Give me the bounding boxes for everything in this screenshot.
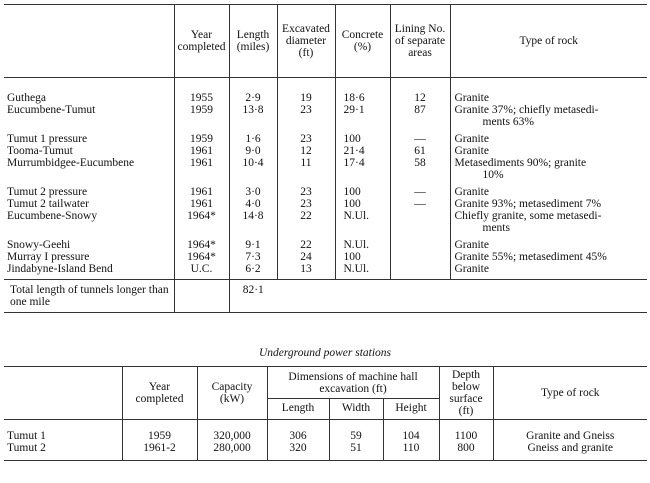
tunnel-length: 7·3 xyxy=(229,251,277,263)
header-lining: Lining No. of separate areas xyxy=(390,5,450,78)
tunnel-year: 1964* xyxy=(174,239,229,251)
tunnel-rock xyxy=(450,239,647,251)
table-row xyxy=(4,251,647,263)
station-year: 1961-2 xyxy=(122,442,197,454)
tunnels-header-row xyxy=(4,5,647,78)
rock-line: Granite xyxy=(454,133,489,145)
tunnel-rock xyxy=(450,104,647,128)
station-year: 1959 xyxy=(122,430,197,442)
tunnel-concrete: N.Ul. xyxy=(335,210,390,234)
st-header-dimensions: Dimensions of machine hall excavation (ft) xyxy=(267,367,439,399)
tunnel-year: 1964* xyxy=(174,251,229,263)
station-capacity: 320,000 xyxy=(197,430,267,442)
tunnel-concrete: N.Ul. xyxy=(335,239,390,251)
table-row xyxy=(4,263,647,275)
tunnel-length: 13·8 xyxy=(229,104,277,128)
tunnel-lining: — xyxy=(390,186,450,198)
tunnel-year: U.C. xyxy=(174,263,229,275)
tunnel-lining xyxy=(390,251,450,263)
tunnel-concrete: 18·6 xyxy=(335,92,390,104)
rock-line: Granite xyxy=(454,263,489,275)
tunnel-name: Jindabyne-Island Bend xyxy=(7,263,113,275)
tunnel-length: 2·9 xyxy=(229,92,277,104)
tunnel-diameter: 22 xyxy=(277,210,335,234)
tunnel-length: 6·2 xyxy=(229,263,277,275)
tunnel-rock xyxy=(450,186,647,198)
rock-line: Granite xyxy=(454,92,489,104)
tunnel-year: 1959 xyxy=(174,133,229,145)
station-width: 51 xyxy=(329,442,383,454)
rock-line: Granite xyxy=(454,186,489,198)
table-row xyxy=(4,442,647,454)
st-header-capacity: Capacity (kW) xyxy=(197,367,267,420)
tunnel-rock xyxy=(450,210,647,234)
station-name: Tumut 2 xyxy=(7,442,46,454)
tunnel-diameter: 19 xyxy=(277,92,335,104)
tunnel-name: Guthega xyxy=(7,92,46,104)
station-length: 320 xyxy=(267,442,329,454)
tunnel-name: Snowy-Geehi xyxy=(7,239,71,251)
st-header-depth: Depth below surface (ft) xyxy=(439,367,493,420)
tunnel-rock xyxy=(450,198,647,210)
header-concrete: Concrete (%) xyxy=(335,5,390,78)
tunnel-diameter: 23 xyxy=(277,186,335,198)
tunnel-concrete: 29·1 xyxy=(335,104,390,128)
tunnel-concrete: 100 xyxy=(335,186,390,198)
rock-line: Granite 37%; chiefly metasedi- xyxy=(454,104,599,116)
tunnel-diameter: 23 xyxy=(277,133,335,145)
header-rock: Type of rock xyxy=(450,5,647,78)
stations-table xyxy=(4,366,647,461)
st-header-length: Length xyxy=(267,399,329,420)
tunnel-length: 9·0 xyxy=(229,145,277,157)
tunnel-year: 1961 xyxy=(174,198,229,210)
station-height: 110 xyxy=(383,442,439,454)
stations-caption: Underground power stations xyxy=(258,347,392,359)
table-row xyxy=(4,430,647,442)
table-row xyxy=(4,92,647,104)
table-row xyxy=(4,157,647,181)
tunnel-concrete: 21·4 xyxy=(335,145,390,157)
st-header-name xyxy=(4,367,122,420)
tunnel-lining: 12 xyxy=(390,92,450,104)
tunnel-year: 1964* xyxy=(174,210,229,234)
tunnel-rock xyxy=(450,133,647,145)
tunnel-diameter: 11 xyxy=(277,157,335,181)
table-row xyxy=(4,145,647,157)
table-row xyxy=(4,210,647,234)
rock-line: ments xyxy=(482,222,510,234)
station-length: 306 xyxy=(267,430,329,442)
rock-line: Chiefly granite, some metasedi- xyxy=(454,210,602,222)
st-header-height: Height xyxy=(383,399,439,420)
tunnel-length: 9·1 xyxy=(229,239,277,251)
tunnel-rock xyxy=(450,145,647,157)
tunnel-year: 1961 xyxy=(174,157,229,181)
st-header-width: Width xyxy=(329,399,383,420)
rock-line: Granite 55%; metasediment 45% xyxy=(454,251,607,263)
tunnel-diameter: 23 xyxy=(277,198,335,210)
station-depth: 1100 xyxy=(439,430,493,442)
tunnel-year: 1961 xyxy=(174,145,229,157)
tunnel-lining: 58 xyxy=(390,157,450,181)
tunnel-rock xyxy=(450,251,647,263)
total-label: Total length of tunnels longer than one mile xyxy=(4,280,174,313)
tunnel-lining xyxy=(390,239,450,251)
tunnel-length: 3·0 xyxy=(229,186,277,198)
tunnel-name: Tooma-Tumut xyxy=(7,145,73,157)
station-depth: 800 xyxy=(439,442,493,454)
tunnel-concrete: 100 xyxy=(335,198,390,210)
rock-line: Granite xyxy=(454,239,489,251)
tunnel-lining xyxy=(390,263,450,275)
tunnel-diameter: 12 xyxy=(277,145,335,157)
st-header-rock: Type of rock xyxy=(493,367,647,420)
station-rock: Granite and Gneiss xyxy=(493,430,647,442)
tunnel-length: 14·8 xyxy=(229,210,277,234)
total-value: 82·1 xyxy=(229,280,277,313)
station-height: 104 xyxy=(383,430,439,442)
tunnel-rock xyxy=(450,157,647,181)
tunnel-lining: — xyxy=(390,133,450,145)
st-header-year: Year completed xyxy=(122,367,197,420)
station-name: Tumut 1 xyxy=(7,430,46,442)
tunnel-lining: 87 xyxy=(390,104,450,128)
tunnel-length: 10·4 xyxy=(229,157,277,181)
tunnel-rock xyxy=(450,263,647,275)
tunnel-year: 1959 xyxy=(174,104,229,128)
tunnel-concrete: N.Ul. xyxy=(335,263,390,275)
tunnel-diameter: 13 xyxy=(277,263,335,275)
tunnel-length: 4·0 xyxy=(229,198,277,210)
rock-line: Metasediments 90%; granite xyxy=(454,157,587,169)
tunnel-rock xyxy=(450,92,647,104)
table-row xyxy=(4,133,647,145)
tunnel-lining: 61 xyxy=(390,145,450,157)
table-row xyxy=(4,186,647,198)
header-year: Year completed xyxy=(174,5,229,78)
table-row xyxy=(4,104,647,128)
station-rock: Gneiss and granite xyxy=(493,442,647,454)
rock-line: 10% xyxy=(482,169,504,181)
table-row xyxy=(4,239,647,251)
tunnel-length: 1·6 xyxy=(229,133,277,145)
tunnel-diameter: 23 xyxy=(277,104,335,128)
rock-line: Granite xyxy=(454,145,489,157)
tunnel-name: Tumut 2 pressure xyxy=(7,186,88,198)
header-diameter: Excavated diameter (ft) xyxy=(277,5,335,78)
station-capacity: 280,000 xyxy=(197,442,267,454)
rock-line: ments 63% xyxy=(482,116,534,128)
table-row xyxy=(4,198,647,210)
tunnel-year: 1955 xyxy=(174,92,229,104)
tunnel-name: Eucumbene-Snowy xyxy=(7,210,98,222)
tunnel-concrete: 100 xyxy=(335,133,390,145)
tunnel-diameter: 22 xyxy=(277,239,335,251)
tunnel-concrete: 17·4 xyxy=(335,157,390,181)
tunnel-concrete: 100 xyxy=(335,251,390,263)
tunnel-lining: — xyxy=(390,198,450,210)
tunnels-table xyxy=(4,4,647,313)
rock-line: Granite 93%; metasediment 7% xyxy=(454,198,602,210)
header-name xyxy=(4,5,174,78)
station-width: 59 xyxy=(329,430,383,442)
tunnel-name: Tumut 1 pressure xyxy=(7,133,88,145)
tunnel-name: Murrumbidgee-Eucumbene xyxy=(7,157,135,169)
total-row xyxy=(4,280,647,313)
tunnel-lining xyxy=(390,210,450,234)
stations-header-row xyxy=(4,367,647,399)
tunnel-diameter: 24 xyxy=(277,251,335,263)
tunnel-name: Eucumbene-Tumut xyxy=(7,104,96,116)
tunnel-name: Murray I pressure xyxy=(7,251,90,263)
tunnel-name: Tumut 2 tailwater xyxy=(7,198,89,210)
tunnel-year: 1961 xyxy=(174,186,229,198)
header-length: Length (miles) xyxy=(229,5,277,78)
